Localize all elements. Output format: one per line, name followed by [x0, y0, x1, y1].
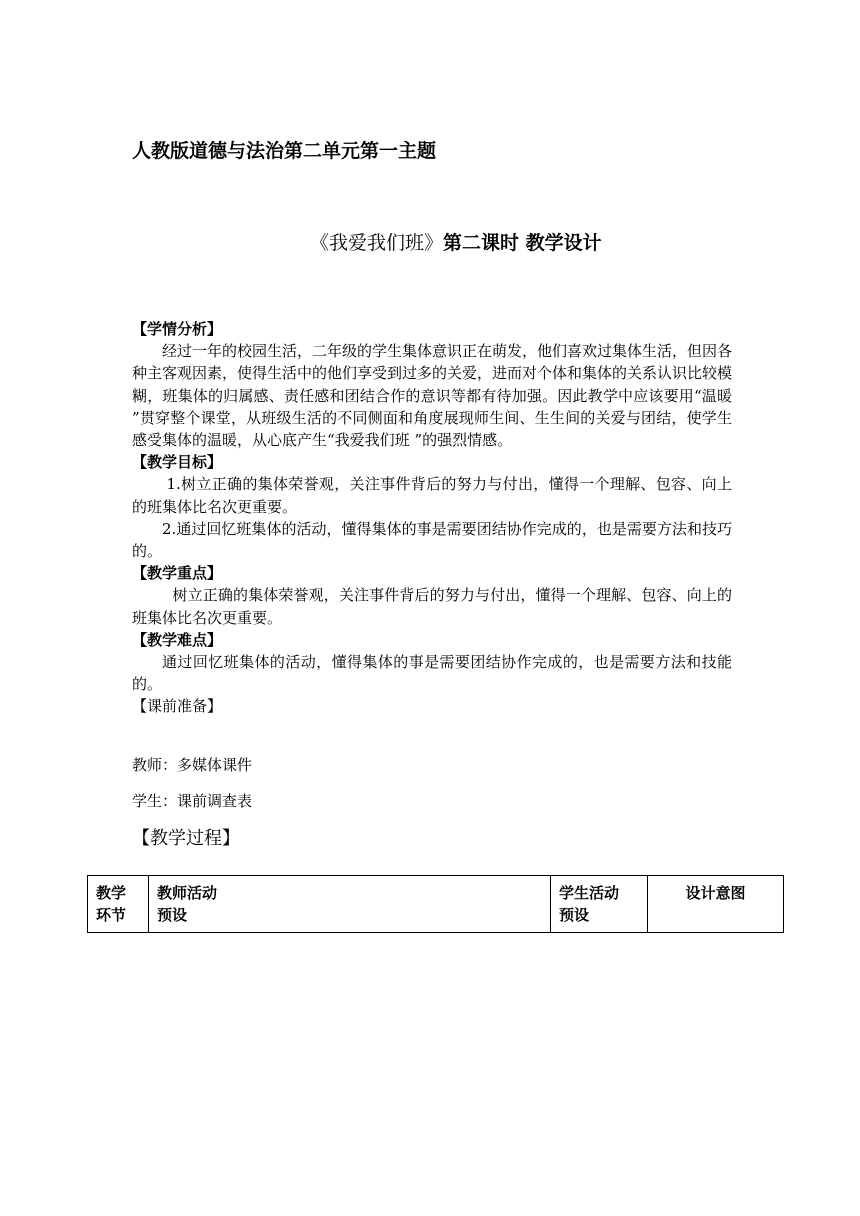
- header-design-intent: 设计意图: [648, 876, 784, 933]
- table-header-row: [88, 876, 784, 933]
- header-teacher-line1: 教师活动: [157, 884, 218, 902]
- key-heading: 【教学重点】: [132, 564, 223, 583]
- title-rest: 第二课时 教学设计: [443, 232, 602, 254]
- header-teacher-line2: 预设: [157, 906, 188, 924]
- analysis-text: 经过一年的校园生活，二年级的学生集体意识正在萌发，他们喜欢过集体生活，但因各种主客观因素，使得生活中的他们享受到过多的关爱，进而对个体和集体的关系认识比较模糊，班集体的归属感、责任感和团结合作的意识等都有待加强。因此教学中应该要用“温暖 ”贯穿整个课堂，从班级生活的不同侧面和角度展现师生间、生生间的关爱与团结，使学生感受集体的温暖，从心底产生“我爱我们班 ”的强烈情感。: [132, 342, 733, 450]
- goals-heading: 【教学目标】: [132, 453, 223, 472]
- key-text: 树立正确的集体荣誉观，关注事件背后的努力与付出，懂得一个理解、包容、向上的班集体比名次更重要。: [132, 586, 732, 627]
- header-teacher-activity: [149, 876, 551, 933]
- prep-heading: 【课前准备】: [132, 697, 223, 716]
- header-student-line1: 学生活动: [559, 884, 620, 902]
- header-student-line2: 预设: [559, 906, 590, 924]
- process-heading: 【教学过程】: [132, 828, 240, 849]
- content-body: [132, 318, 732, 718]
- title-book: 《我爱我们班》: [310, 232, 444, 254]
- analysis-heading: 【学情分析】: [132, 320, 223, 338]
- difficulty-heading: 【教学难点】: [132, 630, 223, 649]
- process-table: [87, 875, 784, 933]
- document-title: [310, 228, 602, 255]
- goal-item-2: 2.通过回忆班集体的活动，懂得集体的事是需要团结协作完成的，也是需要方法和技巧的。: [132, 519, 732, 561]
- header-student-activity: [551, 876, 648, 933]
- prep-teacher: 教师：多媒体课件: [132, 756, 253, 774]
- document-series: 人教版道德与法治第二单元第一主题: [132, 140, 437, 162]
- difficulty-text: 通过回忆班集体的活动，懂得集体的事是需要团结协作完成的，也是需要方法和技能的。: [132, 653, 732, 694]
- prep-student: 学生：课前调查表: [132, 792, 253, 810]
- goal-item-1: 1.树立正确的集体荣誉观，关注事件背后的努力与付出，懂得一个理解、包容、向上的班集体比名次更重要。: [132, 475, 732, 516]
- header-stage: 教学环节: [88, 876, 149, 933]
